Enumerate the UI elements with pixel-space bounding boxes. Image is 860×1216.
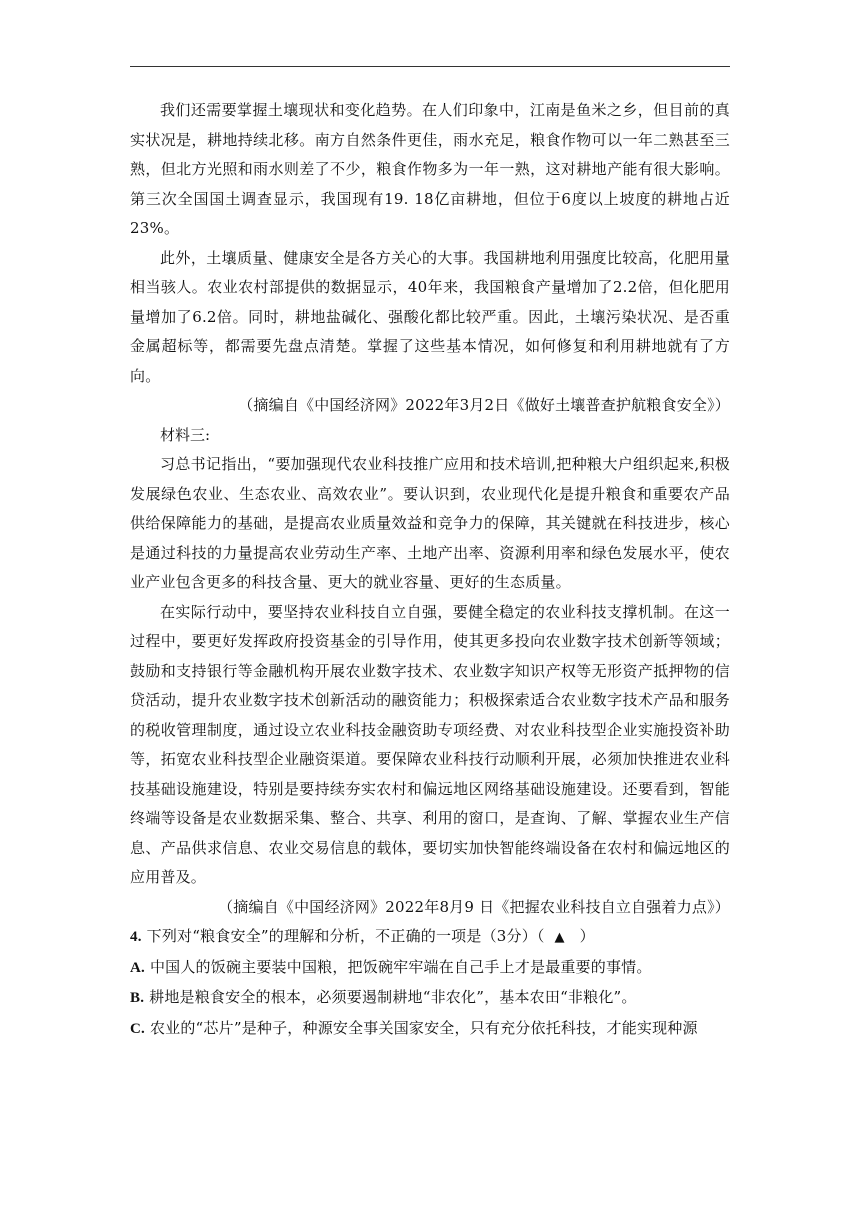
option-a xyxy=(130,953,730,984)
material-three-label: 材料三: xyxy=(160,425,211,444)
option-b-key: B. xyxy=(130,990,145,1006)
paragraph-soil-quality: 此外，土壤质量、健康安全是各方关心的大事。我国耕地利用强度比较高，化肥用量相当骇人。农业农村部提供的数据显示，40年来，我国粮食产量增加了2.2倍，但化肥用量增加了6.2倍。同时，耕地盐碱化、强酸化都比较严重。因此，土壤污染状况、是否重金属超标等，都需要先盘点清楚。掌握了这些基本情况，如何修复和利用耕地就有了方向。 xyxy=(130,248,730,385)
option-a-text: 中国人的饭碗主要装中国粮，把饭碗牢牢端在自己手上才是最重要的事情。 xyxy=(144,957,652,976)
question-number: 4. xyxy=(130,929,142,945)
source-citation-b: （摘编自《中国经济网》2022年8月9 日《把握农业科技自立自强着力点》） xyxy=(218,897,730,916)
question-stem xyxy=(130,922,730,953)
option-c xyxy=(130,1014,730,1045)
option-c-text: 农业的“芯片”是种子，种源安全事关国家安全，只有充分依托科技，才能实现种源 xyxy=(144,1018,698,1037)
question-text: 下列对“粮食安全”的理解和分析，不正确的一项是（3分）（ xyxy=(141,927,545,945)
option-c-key: C. xyxy=(130,1020,145,1037)
paragraph-tech-action: 在实际行动中，要坚持农业科技自立自强，要健全稳定的农业科技支撑机制。在这一过程中，要更好发挥政府投资基金的引导作用，使其更多投向农业数字技术创新等领域；鼓励和支持银行等金融机构开展农业数字技术、农业数字知识产权等无形资产抵押物的信贷活动，提升农业数字技术创新活动的融资能力；积极探索适合农业数字技术产品和服务的税收管理制度，通过设立农业科技金融资助专项经费、对农业科技型企业实施投资补助等，拓宽农业科技型企业融资渠道。要保障农业科技行动顺利开展，必须加快推进农业科技基础设施建设，特别是要持续夯实农村和偏远地区网络基础设施建设。还要看到，智能终端等设备是农业数据采集、整合、共享、利用的窗口，是查询、了解、掌握农业生产信息、产品供求信息、农业交易信息的载体，要切实加快智能终端设备在农村和偏远地区的应用普及。 xyxy=(130,602,730,886)
paragraph-soil-trend: 我们还需要掌握土壤现状和变化趋势。在人们印象中，江南是鱼米之乡，但目前的真实状况是，耕地持续北移。南方自然条件更佳，雨水充足，粮食作物可以一年二熟甚至三熟，但北方光照和雨水则差了不少，粮食作物多为一年一熟，这对耕地产能有很大影响。第三次全国国土调查显示，我国现有19. 18亿亩耕地，但位于6度以上坡度的耕地占近23%。 xyxy=(130,101,730,237)
paragraph-modernization: 习总书记指出，“要加强现代农业科技推广应用和技术培训,把种粮大户组织起来,积极发展绿色农业、生态农业、高效农业”。要认识到，农业现代化是提升粮食和重要农产品供给保障能力的基础，是提高农业质量效益和竞争力的保障，其关键就在科技进步，核心是通过科技的力量提高农业劳动生产率、土地产出率、资源利用率和绿色发展水平，使农业产业包含更多的科技含量、更大的就业容量、更好的生态质量。 xyxy=(130,455,730,591)
answer-blank-triangle-icon: ▲ xyxy=(554,930,565,945)
option-b-text: 耕地是粮食安全的根本，必须要遏制耕地“非农化”，基本农田“非粮化”。 xyxy=(144,988,637,1006)
option-b xyxy=(130,983,730,1014)
document-body xyxy=(130,96,730,1044)
source-citation-a: （摘编自《中国经济网》2022年3月2日《做好土壤普查护航粮食安全》） xyxy=(238,396,730,414)
header-rule xyxy=(130,66,730,67)
question-text-end: ） xyxy=(579,927,595,945)
option-a-key: A. xyxy=(130,959,145,976)
